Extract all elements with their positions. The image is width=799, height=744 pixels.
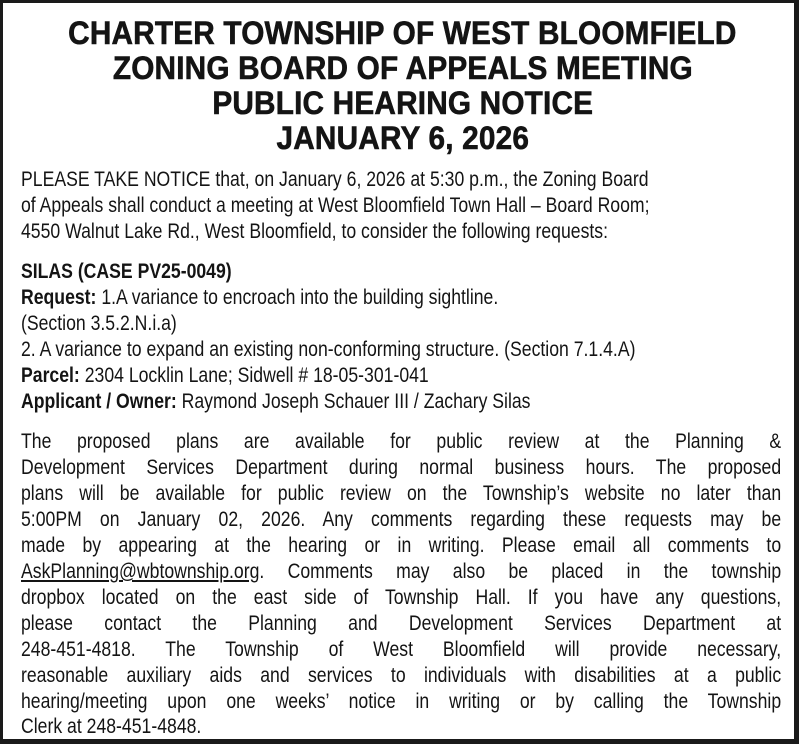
applicant-line: [21, 389, 531, 414]
header-line-1: [3, 15, 799, 52]
request-label: Request:: [21, 285, 97, 309]
header-line-3: [3, 85, 799, 122]
closing-line: reasonable auxiliary aids and services to individuals with disabilities at a public: [21, 663, 782, 687]
header-line-3-text: PUBLIC HEARING NOTICE: [212, 85, 593, 121]
request-2-text: 2. A variance to expand an existing non-conforming structure. (Section 7.1.4.A): [21, 337, 636, 361]
intro-line: PLEASE TAKE NOTICE that, on January 6, 2026 at 5:30 p.m., the Zoning Board: [21, 167, 649, 191]
closing-line: dropbox located on the east side of Township Hall. If you have any questions,: [21, 585, 782, 609]
closing-last-line: Clerk at 248-451-4848.: [21, 714, 202, 738]
header-line-2-text: ZONING BOARD OF APPEALS MEETING: [112, 50, 693, 86]
header-line-1-text: CHARTER TOWNSHIP OF WEST BLOOMFIELD: [68, 15, 737, 51]
parcel-label: Parcel:: [21, 363, 80, 387]
closing-line: 5:00PM on January 02, 2026. Any comments regarding these requests may be: [21, 507, 782, 531]
intro-line: 4550 Walnut Lake Rd., West Bloomfield, to consider the following requests:: [21, 219, 609, 243]
closing-line: 248-451-4818. The Township of West Bloomfield will provide necessary,: [21, 637, 782, 661]
request-1-section: (Section 3.5.2.N.i.a): [21, 311, 177, 335]
closing-line: please contact the Planning and Development Services Department at: [21, 611, 782, 635]
request-line: [21, 285, 498, 310]
closing-line: hearing/meeting upon one weeks’ notice in writing or by calling the Township: [21, 689, 782, 713]
email-link[interactable]: AskPlanning@wbtownship.org: [21, 559, 260, 583]
applicant-value: Raymond Joseph Schauer III / Zachary Silas: [176, 389, 531, 413]
parcel-value: 2304 Locklin Lane; Sidwell # 18-05-301-041: [79, 363, 429, 387]
case-title: [21, 259, 232, 284]
parcel-line: [21, 363, 429, 388]
intro-line: of Appeals shall conduct a meeting at West Bloomfield Town Hall – Board Room;: [21, 193, 650, 217]
closing-line: made by appearing at the hearing or in writing. Please email all comments to: [21, 533, 782, 557]
closing-line: The proposed plans are available for public review at the Planning &: [21, 429, 782, 453]
header-date-text: JANUARY 6, 2026: [276, 120, 529, 156]
case-title-text: SILAS (CASE PV25-0049): [21, 259, 232, 283]
closing-line: Development Services Department during normal business hours. The proposed: [21, 455, 782, 479]
email-line-text: . Comments may also be placed in the township: [259, 559, 782, 583]
request-1-text: 1.A variance to encroach into the building sightline.: [96, 285, 499, 309]
email-line: [21, 559, 781, 584]
header-line-2: [3, 50, 799, 87]
header-date: [3, 120, 799, 157]
applicant-label: Applicant / Owner:: [21, 389, 177, 413]
closing-line: plans will be available for public review on the Township’s website no later than: [21, 481, 782, 505]
